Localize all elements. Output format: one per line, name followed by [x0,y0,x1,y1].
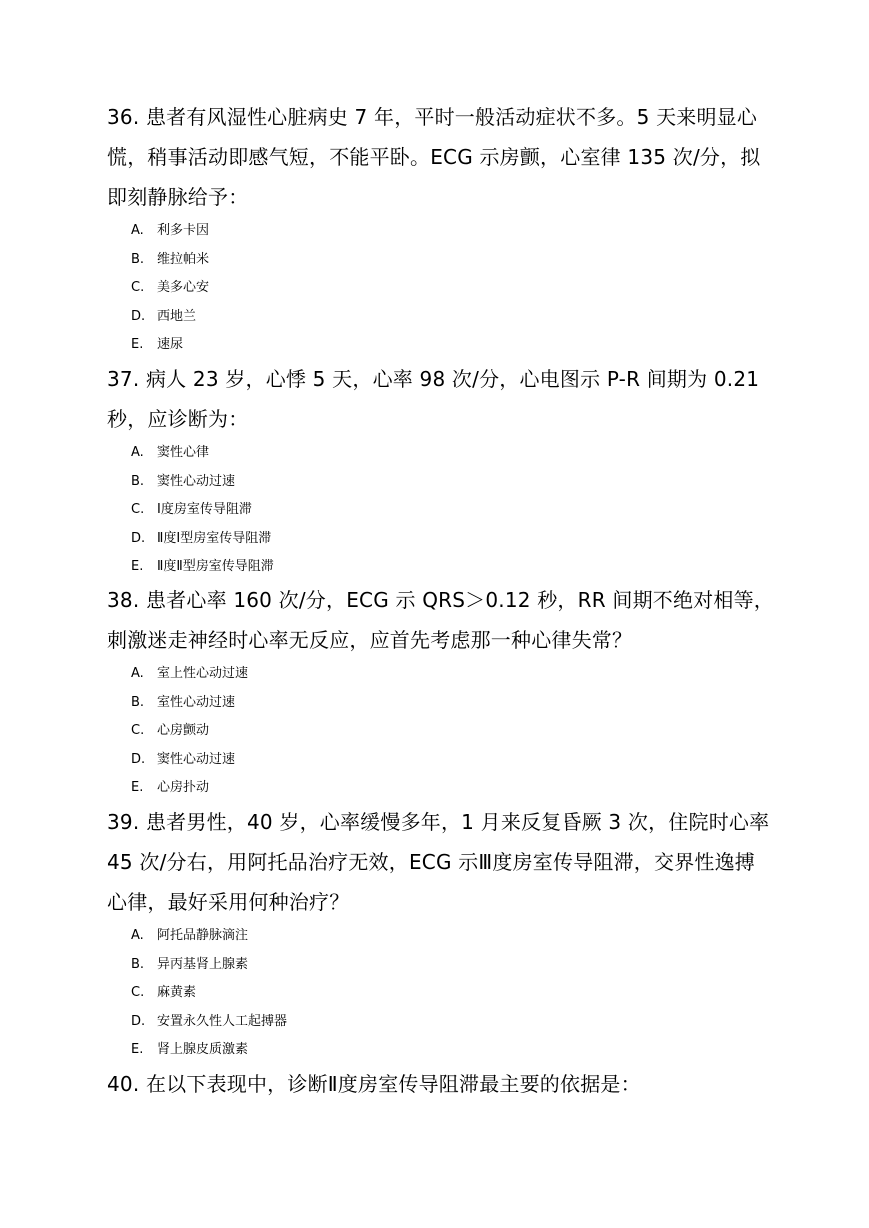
option-letter: D. [131,530,146,546]
option-text: 美多心安 [157,280,210,295]
option-c [131,717,767,746]
option-text: 窦性心动过速 [157,473,236,489]
question-37-line-2: 秒，应诊断为： [107,407,249,431]
option-letter: C. [131,723,145,738]
option-text: 心房颤动 [157,723,210,738]
option-text: Ⅱ度Ⅰ型房室传导阻滞 [157,530,272,546]
option-e [131,331,767,360]
question-36-line-1: 36. 患者有风湿性心脏病史 7 年，平时一般活动症状不多。5 天来明显心 [107,105,758,129]
option-text: 阿托品静脉滴注 [157,928,249,943]
option-letter: B. [131,251,145,267]
option-e [131,553,767,582]
option-letter: D. [131,308,146,324]
option-d [131,1008,767,1037]
question-37 [107,359,767,582]
option-text: 心房扑动 [157,780,210,795]
option-d [131,525,767,554]
option-e [131,1036,767,1065]
question-40-line-1: 40. 在以下表现中，诊断Ⅱ度房室传导阻滞最主要的依据是： [107,1072,641,1096]
option-a [131,439,767,468]
question-36-options [131,217,767,360]
option-letter: C. [131,280,145,295]
option-letter: B. [131,956,145,972]
question-39-options [131,922,767,1065]
option-letter: E. [131,1042,144,1057]
option-a [131,217,767,246]
question-39 [107,802,770,1065]
option-a [131,922,767,951]
option-letter: A. [131,445,144,460]
option-letter: B. [131,473,145,489]
option-c [131,496,767,525]
option-text: 异丙基肾上腺素 [157,956,249,972]
question-38-options [131,660,767,803]
option-text: 室性心动过速 [157,694,236,710]
option-b [131,468,767,497]
option-letter: A. [131,666,144,681]
option-text: 维拉帕米 [157,251,210,267]
option-letter: E. [131,337,144,352]
question-37-options [131,439,767,582]
option-letter: C. [131,502,145,517]
option-text: 西地兰 [157,308,197,324]
option-letter: D. [131,1013,146,1029]
option-a [131,660,767,689]
option-text: 肾上腺皮质激素 [157,1042,249,1057]
option-text: 室上性心动过速 [157,666,249,681]
question-38 [107,580,774,803]
option-b [131,246,767,275]
question-37-line-1: 37. 病人 23 岁，心悸 5 天，心率 98 次/分，心电图示 P-R 间期为 0.21 [107,367,760,391]
option-text: 窦性心律 [157,445,210,460]
option-letter: E. [131,559,144,574]
option-b [131,951,767,980]
option-text: 麻黄素 [157,985,197,1000]
option-text: Ⅰ度房室传导阻滞 [157,502,252,517]
question-36 [107,97,767,360]
option-text: Ⅱ度Ⅱ型房室传导阻滞 [157,559,274,574]
option-text: 利多卡因 [157,223,210,238]
option-letter: B. [131,694,145,710]
question-39-line-3: 心律，最好采用何种治疗？ [107,890,350,914]
question-36-line-2: 慌，稍事活动即感气短，不能平卧。ECG 示房颤，心室律 135 次/分，拟 [107,145,761,169]
option-text: 窦性心动过速 [157,751,236,767]
option-text: 安置永久性人工起搏器 [157,1013,288,1029]
option-letter: C. [131,985,145,1000]
option-c [131,979,767,1008]
question-40 [107,1064,767,1104]
question-38-line-1: 38. 患者心率 160 次/分，ECG 示 QRS＞0.12 秒，RR 间期不绝对相等， [107,588,774,612]
option-text: 速尿 [157,337,184,352]
question-36-line-3: 即刻静脉给予： [107,185,249,209]
option-letter: A. [131,928,144,943]
option-d [131,303,767,332]
option-letter: E. [131,780,144,795]
option-letter: D. [131,751,146,767]
question-39-line-2: 45 次/分右，用阿托品治疗无效，ECG 示Ⅲ度房室传导阻滞，交界性逸搏 [107,850,755,874]
option-d [131,746,767,775]
option-e [131,774,767,803]
option-b [131,689,767,718]
question-39-line-1: 39. 患者男性，40 岁，心率缓慢多年，1 月来反复昏厥 3 次，住院时心率 [107,810,770,834]
option-c [131,274,767,303]
option-letter: A. [131,223,144,238]
question-38-line-2: 刺激迷走神经时心率无反应，应首先考虑那一种心律失常？ [107,628,633,652]
